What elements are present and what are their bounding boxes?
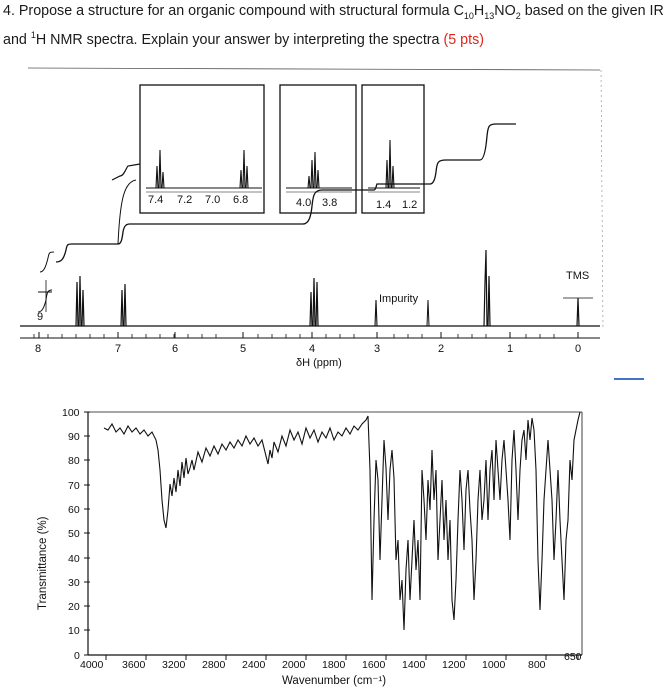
ir-xtick-1000: 1000 (482, 659, 506, 671)
nmr-peak-quartet (310, 278, 318, 326)
ir-xtick-800: 800 (528, 659, 546, 671)
tms-label: TMS (566, 270, 590, 282)
points-label: (5 pts) (443, 31, 485, 48)
formula-c: C (453, 3, 464, 19)
ir-ytick-40: 40 (68, 553, 80, 565)
nmr-tick-0: 0 (575, 343, 582, 355)
inset-label-70: 7.0 (205, 194, 221, 206)
ir-xtick-3600: 3600 (122, 659, 146, 671)
nmr-peak-aromatic-1 (76, 276, 84, 326)
inset-label-72: 7.2 (177, 194, 193, 206)
ir-xtick-3200: 3200 (162, 659, 186, 671)
ir-xtick-1600: 1600 (362, 659, 386, 671)
ir-ytick-50: 50 (68, 528, 80, 540)
ir-ytick-0: 0 (74, 650, 80, 662)
ir-xtick-1200: 1200 (442, 659, 466, 671)
nmr-integration-left-curve (112, 164, 140, 180)
nmr-spectrum (20, 68, 603, 338)
inset-label-12: 1.2 (402, 199, 418, 211)
inset-aromatic-peaks (146, 150, 262, 188)
ir-xtick-1800: 1800 (322, 659, 346, 671)
ir-spectrum (84, 412, 582, 660)
nmr-right-border (601, 70, 603, 330)
ir-ytick-10: 10 (68, 625, 80, 637)
ir-y-ticks (84, 412, 90, 655)
inset-triplet-peaks (368, 140, 420, 188)
nmr-tick-2: 2 (438, 343, 445, 355)
ir-labels (37, 407, 582, 687)
ir-ytick-90: 90 (68, 431, 80, 443)
accent-line (614, 378, 644, 380)
question-middle: based on the given IR and (3, 3, 664, 48)
impurity-label: Impurity (379, 293, 419, 305)
nmr-integration-upper (28, 150, 68, 162)
nmr-integration-curve (56, 124, 516, 262)
nmr-tick-4: 4 (309, 343, 316, 355)
ir-xtick-650: 650 (564, 651, 582, 663)
ir-xtick-4000: 4000 (80, 659, 104, 671)
ir-transmittance-trace (104, 412, 580, 630)
inset-connector (118, 180, 136, 244)
integration-9-label: 9 (37, 311, 44, 323)
nmr-xlabel: δH (ppm) (296, 357, 342, 369)
ir-xtick-2400: 2400 (242, 659, 266, 671)
nmr-tick-3: 3 (374, 343, 381, 355)
ir-ytick-100: 100 (62, 407, 80, 419)
ir-ylabel: Transmittance (%) (37, 516, 49, 610)
inset-label-38: 3.8 (322, 197, 338, 209)
inset-label-14: 1.4 (376, 199, 392, 211)
inset-box-triplet (362, 85, 424, 213)
question-prefix: 4. Propose a structure for an organic compound with structural formula (3, 3, 454, 19)
inset-box-quartet (280, 85, 356, 213)
h-superscript: 1 (30, 29, 36, 40)
formula-c-subscript: 10 (463, 10, 474, 21)
nmr-major-ticks (39, 332, 578, 338)
question-suffix: H NMR spectra. Explain your answer by interpreting the spectra (35, 31, 444, 48)
inset-label-74: 7.4 (148, 194, 164, 206)
nmr-tick-7: 7 (115, 343, 122, 355)
inset-quartet-peaks (286, 152, 352, 188)
ir-xtick-2800: 2800 (202, 659, 226, 671)
nmr-peak-impurity (375, 300, 377, 326)
nmr-labels (35, 194, 589, 369)
ir-xlabel: Wavenumber (cm⁻¹) (282, 675, 387, 687)
ir-ytick-60: 60 (68, 504, 80, 516)
nmr-minor-ticks (34, 334, 554, 338)
ir-ytick-70: 70 (68, 480, 80, 492)
nmr-tick-1: 1 (507, 343, 514, 355)
inset-label-68: 6.8 (233, 194, 249, 206)
ir-ytick-80: 80 (68, 455, 80, 467)
nmr-peak-aromatic-2 (121, 284, 126, 326)
nmr-top-border (28, 68, 600, 70)
nmr-tick-8: 8 (35, 343, 42, 355)
formula-o-subscript: 2 (515, 10, 521, 21)
nmr-tick-5: 5 (240, 343, 247, 355)
formula-h: H (473, 3, 485, 19)
nmr-tick-6: 6 (172, 343, 179, 355)
formula-rest: NO (494, 3, 516, 19)
ir-xtick-1400: 1400 (402, 659, 426, 671)
nmr-peak-triplet (427, 300, 429, 326)
ir-ytick-30: 30 (68, 577, 80, 589)
nmr-peak-tms (577, 298, 579, 326)
formula-h-subscript: 13 (484, 10, 495, 21)
inset-label-40: 4.0 (296, 197, 312, 209)
ir-ytick-20: 20 (68, 601, 80, 613)
ir-xtick-2000: 2000 (282, 659, 306, 671)
nmr-peak-singlet (484, 250, 490, 326)
